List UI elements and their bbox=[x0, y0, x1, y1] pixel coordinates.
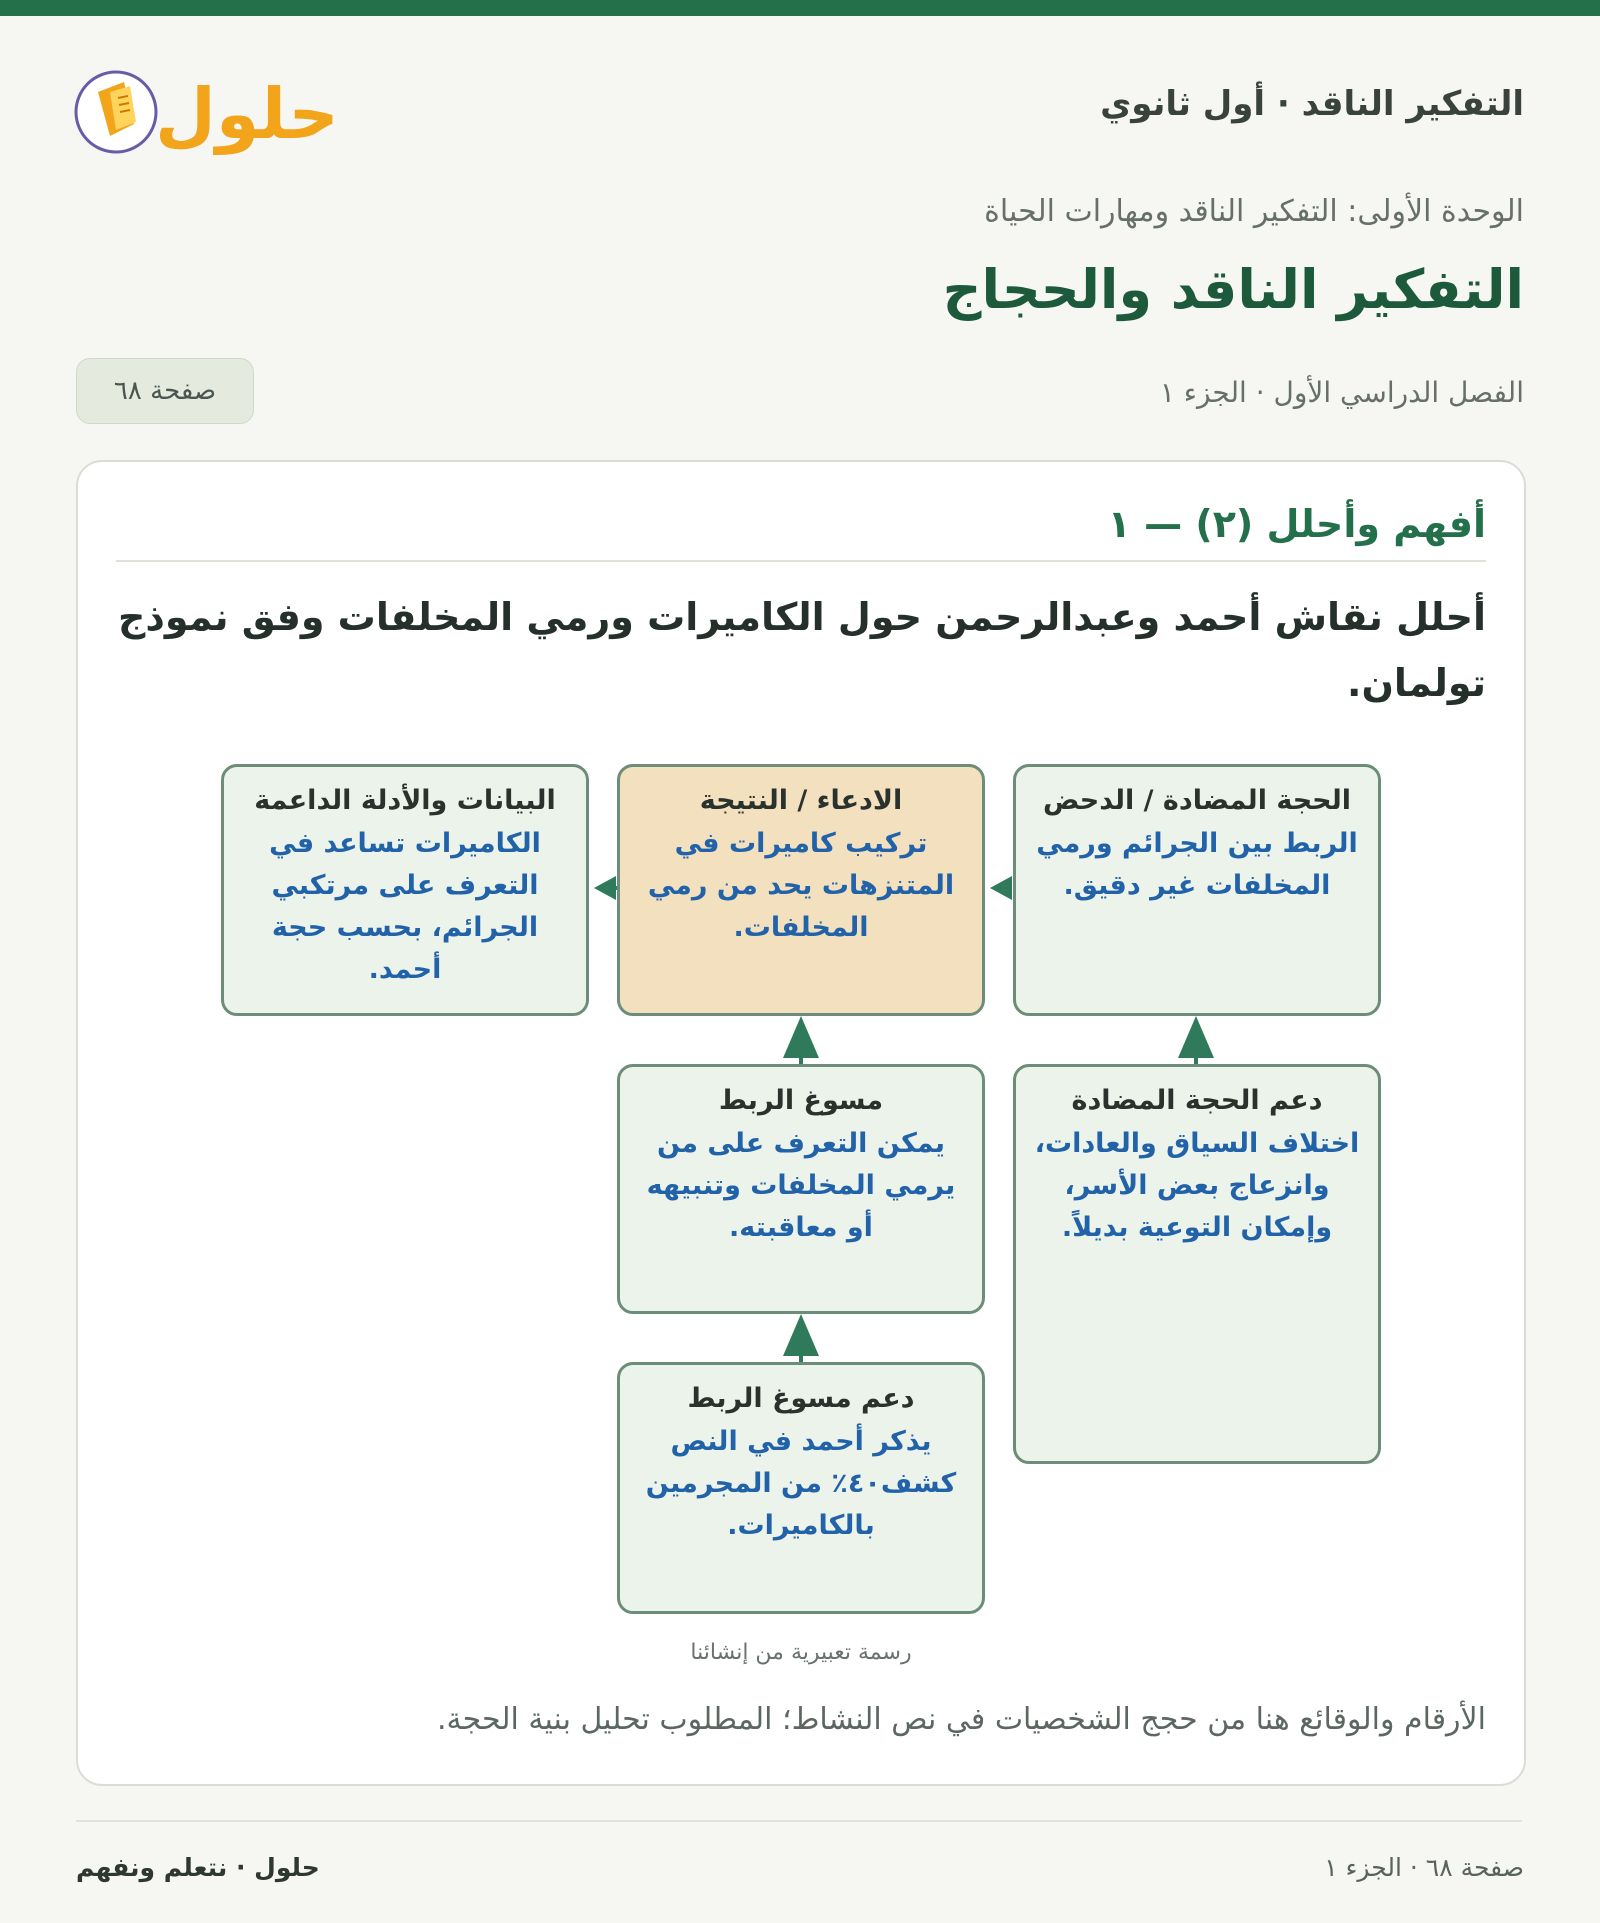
page-number-chip: صفحة ٦٨ bbox=[76, 358, 254, 424]
data-title: البيانات والأدلة الداعمة bbox=[254, 785, 556, 816]
rebuttal-body: الربط بين الجرائم ورمي المخلفات غير دقيق. bbox=[1036, 828, 1358, 901]
top-accent-bar bbox=[0, 0, 1600, 16]
header-title: التفكير الناقد · أول ثانوي bbox=[1100, 84, 1524, 124]
backing-body: يذكر أحمد في النص كشف٤٠٪ من المجرمين بالكاميرات. bbox=[645, 1426, 957, 1541]
footer-divider bbox=[76, 1820, 1522, 1822]
unit-label: الوحدة الأولى: التفكير الناقد ومهارات الحياة bbox=[984, 194, 1524, 229]
footer-page-info: صفحة ٦٨ · الجزء ١ bbox=[1324, 1853, 1524, 1882]
logo-wordmark: حلول bbox=[155, 73, 339, 155]
claim-title: الادعاء / النتيجة bbox=[699, 785, 903, 816]
data-body: الكاميرات تساعد في التعرف على مرتكبي الجرائم، بحسب حجة أحمد. bbox=[269, 828, 541, 985]
rebuttal-support-title: دعم الحجة المضادة bbox=[1071, 1085, 1323, 1116]
semester-label: الفصل الدراسي الأول · الجزء ١ bbox=[1159, 376, 1524, 409]
rebuttal-support-box bbox=[1013, 1064, 1381, 1464]
diagram-caption: رسمة تعبيرية من إنشائنا bbox=[690, 1640, 912, 1665]
backing-box bbox=[617, 1362, 985, 1614]
hulul-logo[interactable] bbox=[72, 52, 342, 162]
rebuttal-title: الحجة المضادة / الدحض bbox=[1042, 785, 1352, 816]
exercise-note: الأرقام والوقائع هنا من حجج الشخصيات في نص النشاط؛ المطلوب تحليل بنية الحجة. bbox=[437, 1702, 1486, 1737]
page-title: التفكير الناقد والحجاج bbox=[942, 258, 1524, 321]
warrant-title: مسوغ الربط bbox=[718, 1085, 884, 1116]
exercise-title: أفهم وأحلل (٢) — ١ bbox=[1107, 502, 1486, 546]
claim-box bbox=[617, 764, 985, 1016]
footer-brand: حلول · نتعلم ونفهم bbox=[76, 1853, 320, 1882]
warrant-body: يمكن التعرف على من يرمي المخلفات وتنبيهه أو معاقبته. bbox=[646, 1128, 956, 1243]
warrant-box bbox=[617, 1064, 985, 1314]
backing-title: دعم مسوغ الربط bbox=[687, 1383, 915, 1414]
exercise-question: أحلل نقاش أحمد وعبدالرحمن حول الكاميرات ورمي المخلفات وفق نموذج تولمان. bbox=[118, 595, 1486, 705]
rebuttal-box bbox=[1013, 764, 1381, 1016]
rebuttal-support-body: اختلاف السياق والعادات، وانزعاج بعض الأسر، وإمكان التوعية بديلاً. bbox=[1034, 1128, 1360, 1243]
exercise-card bbox=[76, 460, 1526, 1786]
data-box bbox=[221, 764, 589, 1016]
claim-body: تركيب كاميرات في المتنزهات يحد من رمي المخلفات. bbox=[647, 828, 955, 943]
